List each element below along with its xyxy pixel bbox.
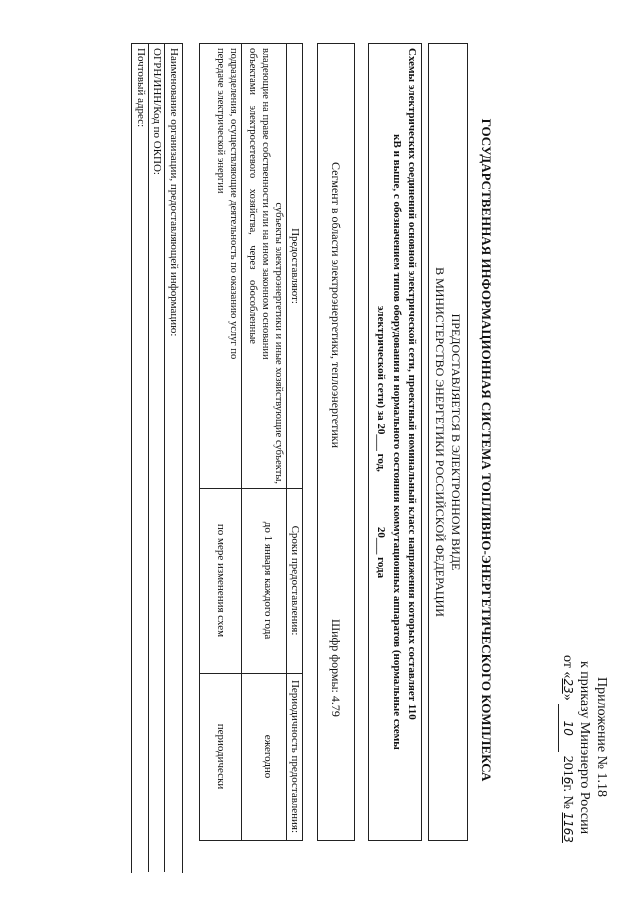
ogrn-label: ОГРН/ИНН/Код по ОКПО: bbox=[151, 48, 163, 175]
system-title: ГОСУДАРСТВЕННАЯ ИНФОРМАЦИОННАЯ СИСТЕМА ТОПЛИВНО-ЭНЕРГЕТИЧЕСКОГО КОМПЛЕКСА bbox=[479, 118, 494, 782]
row1-frequency: ежегодно bbox=[262, 734, 274, 779]
appendix-number: Приложение № 1.18 bbox=[594, 677, 609, 797]
submission-box bbox=[428, 43, 468, 841]
providers-line: подразделения, осуществляющие деятельность по оказанию услуг по bbox=[228, 48, 239, 360]
header-frequency: Периодичность предоставления: bbox=[289, 679, 301, 834]
segment-label: Сегмент в области электроэнергетики, теплоэнергетики bbox=[329, 162, 343, 449]
org-name-label: Наименование организации, предоставляющей информацию: bbox=[168, 48, 180, 337]
info-row-divider bbox=[164, 44, 165, 872]
row2-deadline: по мере изменения схем bbox=[215, 523, 227, 638]
header-deadline: Сроки предоставления: bbox=[289, 525, 301, 636]
providers-line: объектами электросетевого хозяйства, через обособленные bbox=[247, 48, 258, 344]
table-row-divider bbox=[286, 44, 287, 840]
handwritten-month: 10 bbox=[558, 704, 576, 752]
appendix-block bbox=[558, 625, 610, 855]
row2-providers bbox=[214, 48, 240, 484]
appendix-order-ref: к приказу Минэнерго России bbox=[577, 661, 592, 835]
form-title-box bbox=[368, 43, 422, 841]
submission-line-1: ПРЕДОСТАВЛЯЕТСЯ В ЭЛЕКТРОННОМ ВИДЕ bbox=[449, 313, 463, 571]
row1-providers bbox=[246, 48, 285, 484]
table-row-divider bbox=[241, 44, 242, 840]
info-fields-block bbox=[131, 43, 183, 873]
providers-line: субъекты электроэнергетики и иные хозяйствующие субъекты, bbox=[273, 202, 284, 484]
providers-line: владеющие на праве собственности или на ином законном основании bbox=[260, 48, 271, 360]
handwritten-year-digit: 6 bbox=[561, 776, 575, 785]
form-title-line-2: кВ и выше, с обозначением типов оборудования и нормального состояния коммутационных аппаратов (нормальные схемы bbox=[391, 134, 403, 750]
header-providers: Предоставляют: bbox=[289, 228, 301, 304]
form-title-line-1: Схемы электрических соединений основной электрической сети, проектный номинальный класс напряжения которых составляет 110 bbox=[406, 48, 418, 720]
info-row-divider bbox=[148, 44, 149, 872]
form-title-line-3: электрической сети) за 20___ год, 20___ года bbox=[375, 305, 387, 579]
form-code: Шифр формы: 4.79 bbox=[329, 619, 343, 717]
segment-row bbox=[317, 43, 355, 841]
row1-deadline: до 1 января каждого года bbox=[262, 521, 274, 640]
address-label: Почтовый адрес: bbox=[135, 48, 147, 128]
handwritten-day: 23 bbox=[561, 678, 575, 694]
providers-line: передаче электрической энергии bbox=[215, 48, 226, 194]
row2-frequency: периодически bbox=[215, 723, 227, 790]
appendix-order-date: от «23» 10 2016г. № 1163 bbox=[560, 655, 575, 843]
handwritten-order-number: 1163 bbox=[561, 812, 575, 843]
providers-table bbox=[199, 43, 303, 841]
submission-line-2: В МИНИСТЕРСТВО ЭНЕРГЕТИКИ РОССИЙСКОЙ ФЕДЕРАЦИИ bbox=[433, 267, 447, 617]
